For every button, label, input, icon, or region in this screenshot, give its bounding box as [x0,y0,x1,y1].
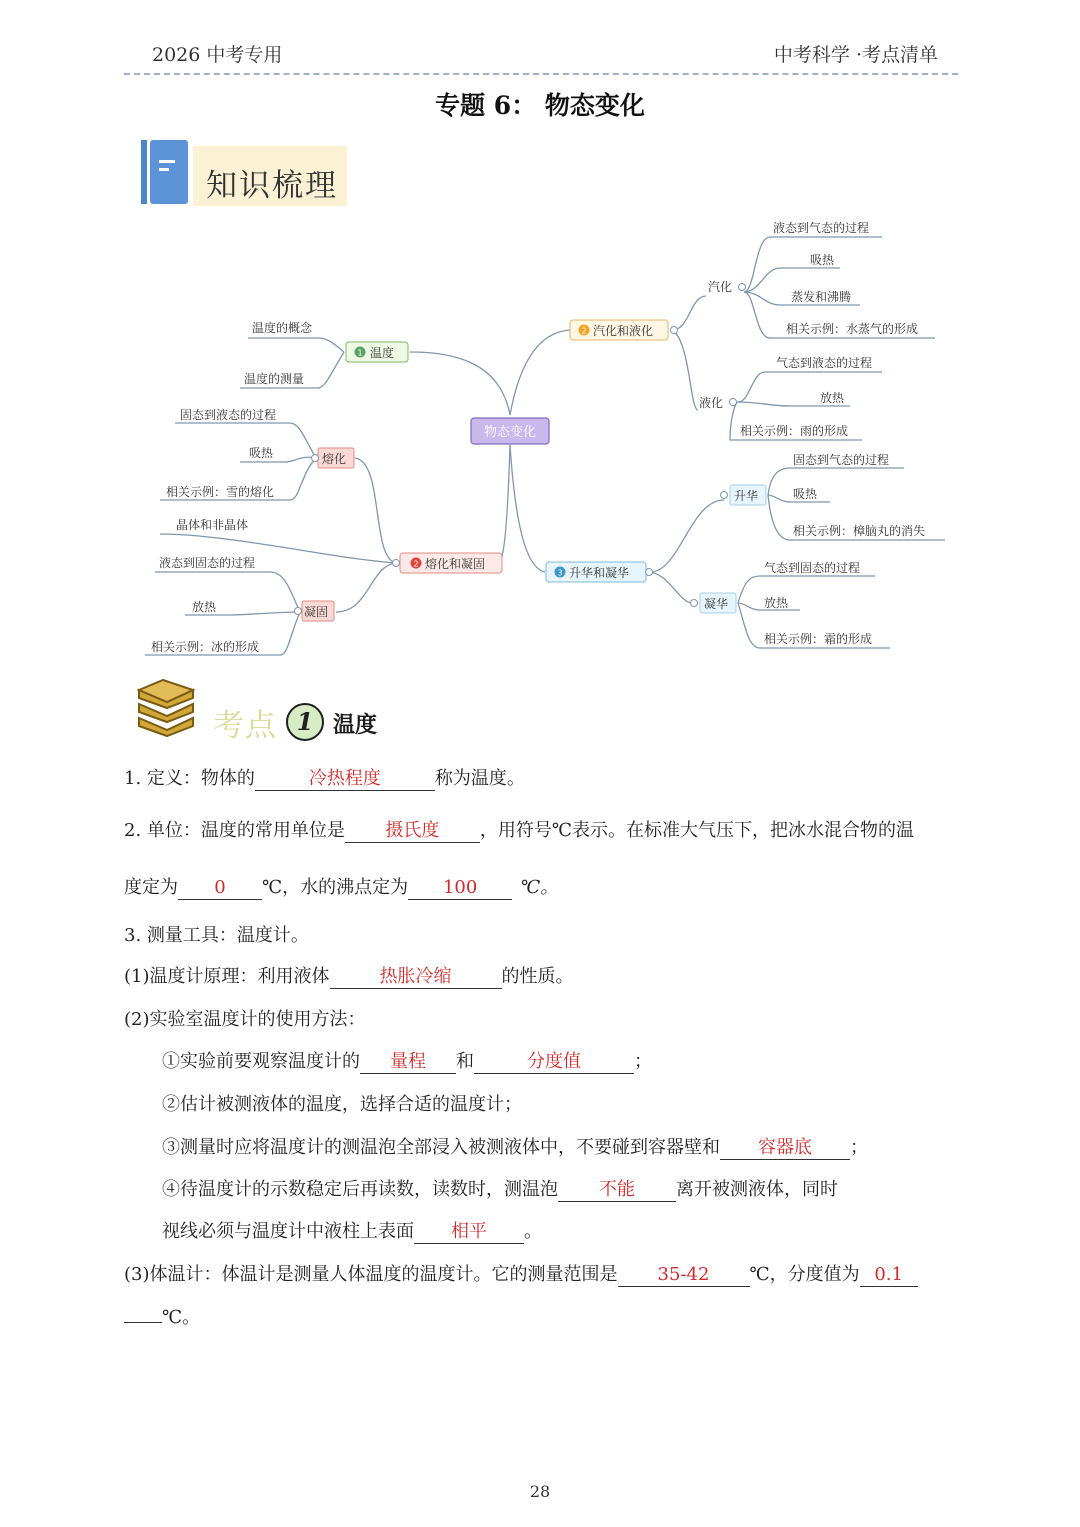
text: 称为温度。 [434,768,525,789]
clinical-thermometer-line [124,1260,918,1287]
text: ； [634,1051,652,1072]
mind-map [0,0,1080,680]
unit-line [124,816,914,843]
text: ①实验前要观察温度计的 [162,1051,360,1072]
node-ronghua-label: 熔化 [322,452,347,466]
text: 2. 单位：温度的常用单位是 [124,820,345,841]
answer-blank-continued [124,1322,162,1323]
kaodian-label: 考点 [213,708,277,744]
node-ronghua-ninggu-num: 2 [413,559,419,569]
leaf-ninggu-2: 放热 [192,600,217,614]
node-wendu-label: 温度 [370,346,395,360]
node-qihua: 汽化 [708,280,733,294]
collapse-icon[interactable] [671,327,678,334]
collapse-icon[interactable] [312,455,319,462]
text: ③测量时应将温度计的测温泡全部浸入被测液体中，不要碰到容器壁和 [162,1137,720,1158]
definition-line [124,764,525,791]
leaf-ninghua-3: 相关示例：霜的形成 [764,632,873,646]
text: 和 [456,1051,474,1072]
text: 1. 定义：物体的 [124,768,255,789]
node-wendu-num: 1 [357,348,363,358]
answer-blank: 不能 [558,1179,676,1202]
answer-blank: 35-42 [618,1264,750,1287]
node-shenghua-label: 升华 [734,489,759,503]
node-qihua-yehua-label: 汽化和液化 [593,324,654,338]
leaf-ronghua-1: 固态到液态的过程 [180,408,277,422]
usage-step-1 [162,1047,652,1074]
collapse-icon[interactable] [295,608,302,615]
answer-blank: 0 [178,877,262,900]
leaf-shenghua-2: 吸热 [793,487,818,501]
leaf-ninghua-2: 放热 [764,596,789,610]
leaf-ninghua-1: 气态到固态的过程 [764,561,861,575]
leaf-qihua-4: 相关示例：水蒸气的形成 [786,322,919,336]
usage-step-4-cont [162,1217,542,1244]
node-ninggu-label: 凝固 [304,605,329,619]
usage-step-4 [162,1175,838,1202]
section-label: 知识梳理 [206,168,338,204]
text: ℃，水的沸点定为 [262,877,409,898]
collapse-icon[interactable] [721,492,728,499]
text: 。 [524,1221,542,1242]
leaf-yehua-3: 相关示例：雨的形成 [740,424,849,438]
leaf-qihua-1: 液态到气态的过程 [773,221,870,235]
answer-blank: 相平 [414,1221,524,1244]
center-node-label: 物态变化 [483,425,537,440]
text: 的性质。 [501,966,574,987]
usage-heading [124,1005,366,1031]
text: 度定为 [124,877,178,898]
leaf-jingti: 晶体和非晶体 [176,518,249,532]
leaf-yehua-1: 气态到液态的过程 [776,356,873,370]
answer-blank: 冷热程度 [255,768,435,791]
tool-line [124,921,309,947]
leaf-ronghua-2: 吸热 [249,446,274,460]
answer-blank: 摄氏度 [345,820,480,843]
text: ④待温度计的示数稳定后再读数，读数时，测温泡 [162,1179,558,1200]
node-shenghua-ninghua-num: 3 [557,568,563,578]
text: ℃，分度值为 [749,1264,860,1285]
answer-blank: 热胀冷缩 [330,966,502,989]
node-ronghua-ninggu-label: 熔化和凝固 [425,557,486,571]
leaf-shenghua-3: 相关示例：樟脑丸的消失 [793,524,926,538]
collapse-icon[interactable] [691,600,698,607]
unit-line-2 [124,873,558,900]
text: ℃。 [162,1307,201,1328]
collapse-icon[interactable] [393,560,400,567]
collapse-icon[interactable] [730,399,737,406]
page-number: 28 [529,1482,551,1501]
text: (1)温度计原理：利用液体 [124,966,330,987]
answer-blank: 100 [408,877,512,900]
node-shenghua-ninghua-label: 升华和凝华 [569,566,630,580]
page-title: 专题 6： 物态变化 [435,91,645,120]
principle-line [124,962,574,989]
header-right: 中考科学 ·考点清单 [773,44,938,66]
collapse-icon[interactable] [739,284,746,291]
leaf-qihua-3: 蒸发和沸腾 [791,290,852,304]
text: ； [850,1137,868,1158]
collapse-icon[interactable] [646,569,653,576]
kaodian-title: 温度 [333,712,378,738]
text: (3)体温计：体温计是测量人体温度的温度计。它的测量范围是 [124,1264,618,1285]
text: 视线必须与温度计中液柱上表面 [162,1221,414,1242]
header-left: 2026 中考专用 [152,44,283,66]
leaf-wendu-2: 温度的测量 [244,372,305,386]
node-qihua-yehua-num: 2 [581,326,587,336]
leaf-shenghua-1: 固态到气态的过程 [793,453,890,467]
leaf-wendu-1: 温度的概念 [252,321,313,335]
usage-step-3 [162,1133,868,1160]
clinical-thermometer-line-2 [124,1303,200,1329]
text: ②估计被测液体的温度，选择合适的温度计； [162,1094,522,1115]
node-ninghua-label: 凝华 [704,597,729,611]
answer-blank: 量程 [360,1051,456,1074]
text: ，用符号℃表示。在标准大气压下，把冰水混合物的温 [479,820,915,841]
node-yehua: 液化 [699,396,724,410]
kaodian-number: 1 [286,703,324,741]
leaf-ninggu-1: 液态到固态的过程 [159,556,256,570]
answer-blank: 分度值 [474,1051,634,1074]
leaf-yehua-2: 放热 [820,391,845,405]
leaf-ronghua-3: 相关示例：雪的熔化 [166,485,275,499]
answer-blank: 容器底 [720,1137,850,1160]
usage-step-2 [162,1090,522,1116]
leaf-qihua-2: 吸热 [810,253,835,267]
text: ℃。 [520,877,559,898]
text: 离开被测液体，同时 [676,1179,838,1200]
text: (2)实验室温度计的使用方法： [124,1009,366,1030]
text: 3. 测量工具：温度计。 [124,925,309,946]
books-icon [133,676,199,738]
leaf-ninggu-3: 相关示例：冰的形成 [151,640,260,654]
answer-blank: 0.1 [860,1264,918,1287]
